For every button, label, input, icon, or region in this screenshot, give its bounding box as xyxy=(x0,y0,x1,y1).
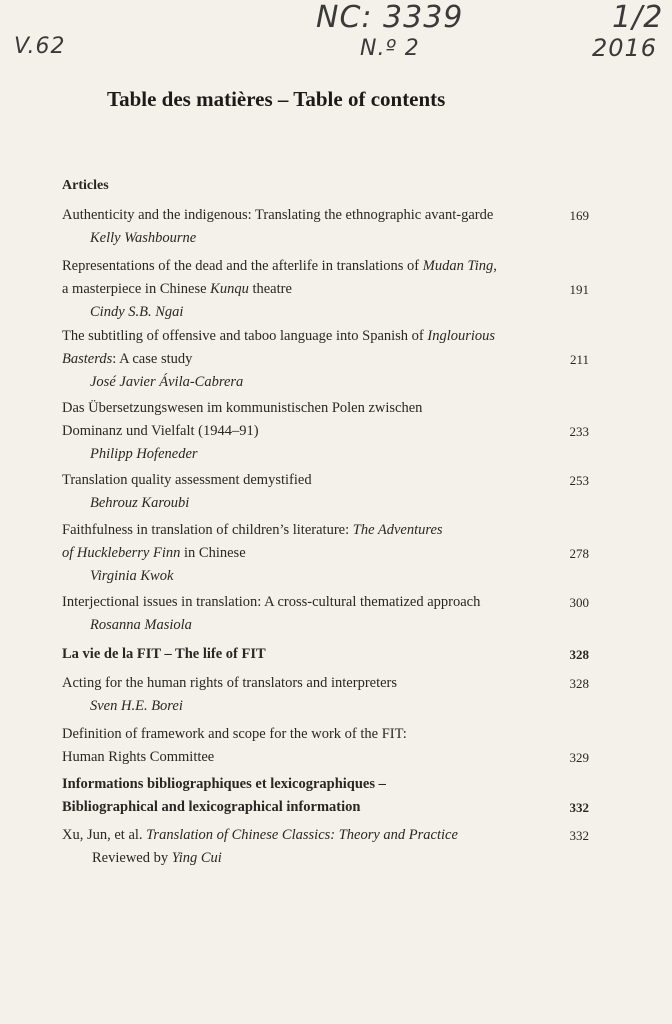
entry-title-line1: Representations of the dead and the afterlife in translations of Mudan Ting, xyxy=(62,258,497,274)
entry-title: Interjectional issues in translation: A cross-cultural thematized approach xyxy=(62,594,481,610)
entry-author: Cindy S.B. Ngai xyxy=(90,304,184,320)
handwritten-volume: V.62 xyxy=(14,34,66,59)
toc-entry xyxy=(62,469,589,515)
toc-entry xyxy=(62,397,589,466)
page-number: 191 xyxy=(569,282,589,297)
toc-entry-review xyxy=(62,824,589,870)
entry-author: José Javier Ávila-Cabrera xyxy=(90,374,244,390)
page-title: Table des matières – Table of contents xyxy=(107,87,446,111)
toc-entry xyxy=(62,519,589,588)
section-title-line1: Informations bibliographiques et lexicographiques – xyxy=(62,776,386,792)
page-number: 278 xyxy=(569,546,589,561)
toc-entry xyxy=(62,723,589,769)
page-number: 211 xyxy=(569,352,589,367)
section-title-line2: Bibliographical and lexicographical information xyxy=(62,799,361,815)
entry-title-line2: Basterds: A case study xyxy=(62,351,193,367)
entry-title-line1: The subtitling of offensive and taboo language into Spanish of Inglourious xyxy=(62,328,496,344)
page-number: 300 xyxy=(569,595,589,610)
entry-title-line1: Das Übersetzungswesen im kommunistischen Polen zwischen xyxy=(62,400,423,416)
section-heading-articles: Articles xyxy=(62,178,109,193)
entry-title-line2: of Huckleberry Finn in Chinese xyxy=(62,545,246,561)
toc-entry xyxy=(62,255,589,324)
entry-author: Kelly Washbourne xyxy=(90,230,197,246)
handwritten-issue-number: N.º 2 xyxy=(360,36,420,61)
entry-author: Behrouz Karoubi xyxy=(90,495,190,511)
entry-title-line1: Faithfulness in translation of children’s literature: The Adventures xyxy=(62,522,443,538)
entry-author: Rosanna Masiola xyxy=(90,617,192,633)
page-number: 233 xyxy=(569,424,589,439)
entry-title-line2: Dominanz und Vielfalt (1944–91) xyxy=(62,423,259,439)
entry-title: Authenticity and the indigenous: Translating the ethnographic avant-garde xyxy=(62,207,494,223)
section-heading-fit xyxy=(62,643,589,666)
entry-author: Philipp Hofeneder xyxy=(90,446,198,462)
review-reviewer: Reviewed by Ying Cui xyxy=(92,850,222,866)
page-number: 332 xyxy=(569,828,589,843)
handwritten-fraction: 1/2 xyxy=(612,0,664,35)
toc-entry xyxy=(62,591,589,637)
page-number: 169 xyxy=(569,208,589,223)
entry-title-line2: a masterpiece in Chinese Kunqu theatre xyxy=(62,281,292,297)
page-number: 329 xyxy=(569,750,589,765)
entry-author: Sven H.E. Borei xyxy=(90,698,183,714)
entry-title: Translation quality assessment demystified xyxy=(62,472,312,488)
handwritten-nc-number: NC: 3339 xyxy=(316,0,464,35)
review-title: Xu, Jun, et al. Translation of Chinese Classics: Theory and Practice xyxy=(62,827,458,843)
handwritten-year: 2016 xyxy=(592,34,658,62)
entry-title-line1: Definition of framework and scope for the work of the FIT: xyxy=(62,726,407,742)
page-number: 253 xyxy=(569,473,589,488)
entry-author: Virginia Kwok xyxy=(90,568,174,584)
page-number: 332 xyxy=(569,800,589,815)
toc-entry xyxy=(62,204,589,250)
page-number: 328 xyxy=(569,647,589,662)
entry-title: Acting for the human rights of translators and interpreters xyxy=(62,675,398,691)
toc-entry xyxy=(62,672,589,718)
page-number: 328 xyxy=(569,676,589,691)
entry-title-line2: Human Rights Committee xyxy=(62,749,215,765)
section-title: La vie de la FIT – The life of FIT xyxy=(62,646,266,662)
toc-entry xyxy=(62,325,589,394)
section-heading-biblio xyxy=(62,773,589,819)
